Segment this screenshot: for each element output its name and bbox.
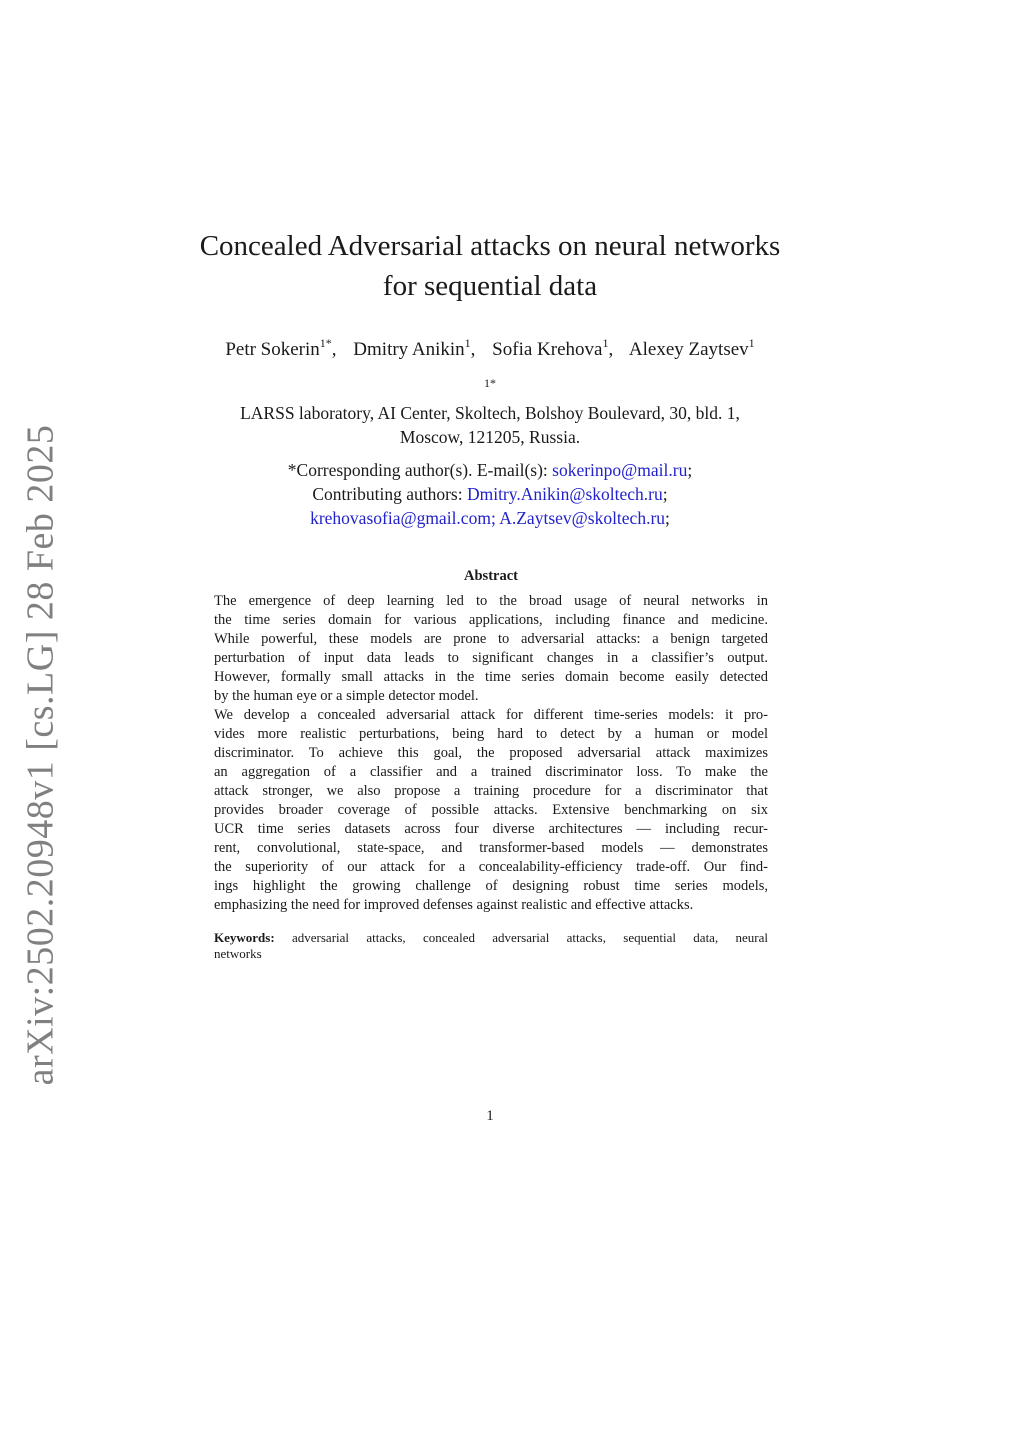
abstract-line: the superiority of our attack for a concealability-efficiency trade-off. Our find- <box>214 859 768 875</box>
keywords-line-1: Keywords: adversarial attacks, concealed adversarial attacks, sequential data, neural <box>214 930 769 945</box>
keywords-line-2: networks <box>214 946 262 961</box>
author-name: Alexey Zaytsev$^1$ <box>628 336 755 360</box>
author-name: Dmitry Anikin$^1$, <box>353 336 476 360</box>
abstract-line: discriminator. To achieve this goal, the proposed adversarial attack maximizes <box>214 745 768 761</box>
abstract-line: provides broader coverage of possible attacks. Extensive benchmarking on six <box>214 802 768 818</box>
abstract-line: We develop a concealed adversarial attack for different time-series models: it pro- <box>214 707 768 723</box>
abstract-line: While powerful, these models are prone to adversarial attacks: a benign targeted <box>214 631 768 647</box>
corresponding-author-line: *Corresponding author(s). E-mail(s): sokerinpo@mail.ru; <box>287 460 693 480</box>
abstract-line: However, formally small attacks in the time series domain become easily detected <box>214 669 768 685</box>
abstract-line: rent, convolutional, state-space, and transformer-based models — demonstrates <box>214 840 768 856</box>
author-name: Petr Sokerin$^{1*}$, <box>225 336 337 360</box>
paper-title <box>150 226 830 306</box>
author-name: Sofia Krehova$^1$, <box>492 336 614 360</box>
abstract-body <box>214 592 768 915</box>
abstract-line: an aggregation of a classifier and a trained discriminator loss. To make the <box>214 764 768 780</box>
affiliation-line-2: Moscow, 121205, Russia. <box>399 427 581 447</box>
abstract-line: perturbation of input data leads to significant changes in a classifier’s output. <box>214 650 768 666</box>
abstract-line: UCR time series datasets across four diverse architectures — including recur- <box>214 821 768 837</box>
page-number: 1 <box>486 1108 494 1124</box>
abstract-line: the time series domain for various applications, including finance and medicine. <box>214 612 768 628</box>
contributing-email-link[interactable]: A.Zaytsev@skoltech.ru <box>499 508 666 528</box>
paper-title-line-2: for sequential data <box>382 270 598 302</box>
paper-title-line-1: Concealed Adversarial attacks on neural networks <box>199 230 781 262</box>
keywords <box>214 930 768 962</box>
arxiv-identifier-stamp <box>10 424 70 1086</box>
corresponding-email-link[interactable]: sokerinpo@mail.ru <box>552 460 688 480</box>
abstract-line: The emergence of deep learning led to the broad usage of neural networks in <box>214 593 768 609</box>
keywords-label: Keywords: <box>214 930 275 945</box>
abstract-heading: Abstract <box>464 568 518 584</box>
contributing-authors-line: Contributing authors: Dmitry.Anikin@skoltech.ru; <box>312 484 668 504</box>
author-list <box>150 336 830 361</box>
abstract-line: ings highlight the growing challenge of designing robust time series models, <box>214 878 768 894</box>
contributing-authors-line-2: krehovasofia@gmail.com; A.Zaytsev@skoltech.ru; <box>310 508 670 528</box>
contributing-email-link[interactable]: Dmitry.Anikin@skoltech.ru <box>466 484 663 504</box>
abstract-line: vides more realistic perturbations, being hard to detect by a human or model <box>214 726 768 742</box>
affiliation <box>150 371 830 449</box>
abstract-line: by the human eye or a simple detector model. <box>214 688 479 704</box>
arxiv-identifier-text: arXiv:2502.20948v1 [cs.LG] 28 Feb 2025 <box>19 424 62 1086</box>
abstract-line: attack stronger, we also propose a training procedure for a discriminator that <box>214 783 768 799</box>
contact-emails <box>150 458 830 530</box>
contributing-email-link[interactable]: krehovasofia@gmail.com <box>310 508 491 528</box>
abstract-line: emphasizing the need for improved defenses against realistic and effective attacks. <box>214 897 694 913</box>
affiliation-line-1: $^{1*}$ LARSS laboratory, AI Center, Skoltech, Bolshoy Boulevard, 30, bld. 1, <box>240 376 740 423</box>
